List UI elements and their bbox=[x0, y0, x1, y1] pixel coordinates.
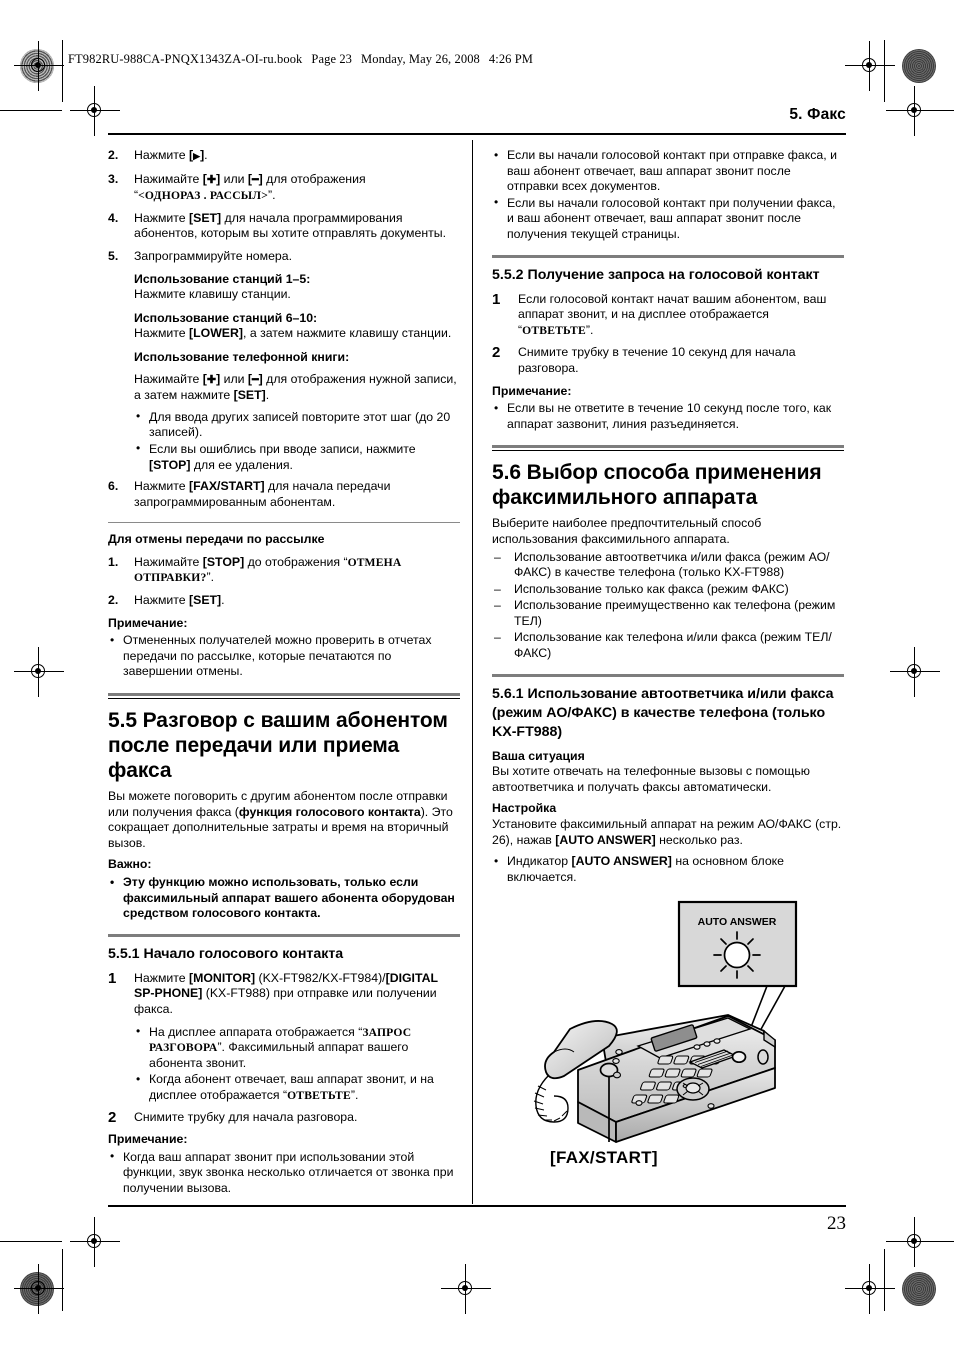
file-stamp-date: Monday, May 26, 2008 bbox=[361, 52, 480, 66]
note-label: Примечание: bbox=[492, 383, 572, 398]
footer-rule bbox=[108, 1205, 846, 1207]
situation-text: Вы хотите отвечать на телефонные вызовы с помощью автоответчика и получать факсы автоматически. bbox=[492, 764, 810, 794]
registration-mark-bottom-right bbox=[853, 1272, 887, 1306]
list-item bbox=[108, 172, 460, 204]
navigator-dial bbox=[677, 1078, 709, 1100]
column-divider bbox=[472, 140, 473, 1204]
step-number: 1 bbox=[108, 969, 117, 987]
step-text: Нажмите [▶]. bbox=[134, 148, 208, 162]
section-separator-minor bbox=[492, 255, 844, 258]
fax-unit bbox=[534, 1015, 775, 1142]
registration-mark-middle-right bbox=[898, 655, 932, 689]
step-text: Нажимайте [STOP] до отображения “ОТМЕНА ОТПРАВКИ?”. bbox=[134, 554, 402, 585]
step-number: 1 bbox=[492, 290, 501, 308]
file-stamp-filename: FT982RU-988CA-PNQX1343ZA-OI-ru.book bbox=[68, 52, 303, 66]
note-bullet-list bbox=[108, 1150, 460, 1197]
step-text: Нажмите [SET]. bbox=[134, 593, 225, 608]
step-text: Нажмите [FAX/START] для начала передачи запрограммированным абонентам. bbox=[134, 479, 391, 509]
registration-mark-top-left bbox=[22, 49, 56, 83]
list-item bbox=[108, 479, 460, 510]
list-item: • На дисплее аппарата отображается “ЗАПРОС РАЗГОВОРА”. Факсимильный аппарат вашего абонента звонит. bbox=[134, 1025, 460, 1072]
crop-line-top-left-horizontal bbox=[0, 110, 62, 111]
registration-mark-corner-top-left bbox=[78, 94, 112, 128]
section-title-5-6: 5.6 Выбор способа применения факсимильного аппарата bbox=[492, 461, 822, 510]
crop-line-left-vertical bbox=[62, 40, 63, 102]
list-item bbox=[108, 555, 460, 586]
list-item: • Для ввода других записей повторите этот шаг (до 20 записей). bbox=[134, 410, 460, 441]
auto-answer-callout-label: AUTO ANSWER bbox=[697, 916, 777, 928]
continued-bullet-list bbox=[492, 148, 844, 243]
list-item: – Использование автоответчика и/или факса (режим АО/ФАКС) в качестве телефона (только KX-FT988) bbox=[492, 550, 844, 581]
list-item bbox=[492, 345, 844, 376]
handset-cord bbox=[534, 1075, 568, 1122]
list-item: – Использование только как факса (режим ФАКС) bbox=[492, 582, 844, 598]
list-item: • Когда абонент отвечает, ваш аппарат звонит, и на дисплее отображается “ОТВЕТЬТЕ”. bbox=[134, 1072, 460, 1103]
important-label: Важно: bbox=[108, 857, 152, 872]
list-item bbox=[108, 148, 460, 165]
group-heading: Использование телефонной книги: bbox=[134, 349, 350, 364]
right-column bbox=[492, 148, 844, 891]
step-number: 2. bbox=[108, 148, 119, 162]
running-head: 5. Факс bbox=[789, 106, 846, 123]
section-separator-minor bbox=[108, 934, 460, 937]
auto-answer-callout-box bbox=[679, 902, 796, 986]
setup-label: Настройка bbox=[492, 801, 557, 816]
step-number: 6. bbox=[108, 479, 119, 494]
file-stamp-page: Page 23 bbox=[311, 52, 353, 66]
list-item: • Отмененных получателей можно проверить в отчетах передачи по рассылке, которые печатаются по завершении отмены. bbox=[108, 633, 460, 680]
page-number: 23 bbox=[827, 1213, 846, 1234]
list-item bbox=[108, 211, 460, 242]
step-number: 2. bbox=[108, 593, 119, 608]
crop-line-bottom-right-horizontal bbox=[886, 1241, 954, 1242]
step-text: Снимите трубку для начала разговора. bbox=[134, 1109, 358, 1124]
list-item: • Если вы начали голосовой контакт при отправке факса, и ваш абонент отвечает, ваш аппарат звонит после отправки всех документов. bbox=[492, 148, 844, 195]
list-item bbox=[108, 1110, 460, 1126]
list-item: – Использование преимущественно как телефона (режим ТЕЛ) bbox=[492, 598, 844, 629]
section-title-5-5-1: 5.5.1 Начало голосового контакта bbox=[108, 945, 344, 962]
list-item: • Если вы начали голосовой контакт при получении факса, и ваш абонент отвечает, ваш аппарат звонит после получения текущей страницы. bbox=[492, 196, 844, 243]
group-body: Нажмите клавишу станции. bbox=[134, 287, 291, 302]
section-title-5-5: 5.5 Разговор с вашим абонентом после передачи или приема факса bbox=[108, 709, 448, 783]
list-item bbox=[492, 292, 844, 339]
header-rule bbox=[108, 133, 846, 135]
list-item: • Индикатор [AUTO ANSWER] на основном блоке включается. bbox=[492, 854, 844, 885]
left-column bbox=[108, 148, 460, 1203]
crop-line-top-right-horizontal bbox=[886, 110, 954, 111]
group-heading: Использование станций 1–5: bbox=[134, 271, 311, 286]
crop-line-bottom-left-vertical bbox=[62, 1249, 63, 1311]
registration-mark-bottom-left bbox=[22, 1272, 56, 1306]
list-item bbox=[108, 249, 460, 265]
list-item: • Если вы ошиблись при вводе записи, нажмите [STOP] для ее удаления. bbox=[134, 442, 460, 473]
note-bullet-list bbox=[108, 633, 460, 680]
setup-text: Установите факсимильный аппарат на режим АО/ФАКС (стр. 26), нажав [AUTO ANSWER] несколько раз. bbox=[492, 817, 842, 847]
group-heading: Использование станций 6–10: bbox=[134, 310, 318, 325]
group-body: Нажмите [LOWER], а затем нажмите клавишу станции. bbox=[134, 326, 452, 341]
usage-mode-list bbox=[492, 550, 844, 662]
crop-line-right-vertical bbox=[884, 40, 885, 102]
print-density-blob-top-right bbox=[902, 49, 936, 83]
step5-bullet-list bbox=[134, 410, 460, 473]
step-number: 3. bbox=[108, 171, 119, 186]
fax-start-pointer-label: [FAX/START] bbox=[550, 1148, 658, 1167]
step-text: Запрограммируйте номера. bbox=[134, 248, 293, 263]
step-number: 1. bbox=[108, 554, 119, 569]
fax-machine-illustration bbox=[492, 890, 852, 1195]
cancel-heading: Для отмены передачи по рассылке bbox=[108, 532, 325, 547]
registration-mark-middle-left bbox=[22, 655, 56, 689]
list-item bbox=[108, 971, 460, 1018]
step-text: Нажмите [MONITOR] (KX-FT982/KX-FT984)/[DIGITAL SP-PHONE] (KX-FT988) при отправке или получении факса. bbox=[134, 970, 438, 1016]
section-separator-minor bbox=[492, 674, 844, 677]
list-item bbox=[108, 593, 460, 609]
section-separator-major bbox=[492, 445, 844, 451]
step5-detail-block bbox=[134, 272, 460, 474]
step-text: Если голосовой контакт начат вашим абонентом, ваш аппарат звонит, и на дисплее отображается “ОТВЕТЬТЕ”. bbox=[518, 291, 827, 337]
note-bullet-list bbox=[492, 401, 844, 432]
section-separator-thin bbox=[108, 522, 460, 523]
section-title-5-6-1: 5.6.1 Использование автоответчика и/или факса (режим АО/ФАКС) в качестве телефона (только KX-FT988) bbox=[492, 685, 834, 740]
setup-bullet-list bbox=[492, 854, 844, 885]
crop-line-bottom-right-vertical bbox=[884, 1249, 885, 1311]
step-number: 5. bbox=[108, 248, 119, 263]
registration-mark-bottom-center bbox=[449, 1272, 483, 1306]
section-title-5-5-2: 5.5.2 Получение запроса на голосовой контакт bbox=[492, 266, 820, 283]
auto-answer-led bbox=[733, 1052, 746, 1062]
section-5-6-intro: Выберите наиболее предпочтительный способ использования факсимильного аппарата. bbox=[492, 516, 762, 546]
list-item: • Когда ваш аппарат звонит при использовании этой функции, звук звонка несколько отличается от звонка при получении вызова. bbox=[108, 1150, 460, 1197]
indicator-lamp-icon bbox=[714, 932, 760, 978]
list-item: • Если вы не ответите в течение 10 секунд после того, как аппарат зазвонит, линия разъединяется. bbox=[492, 401, 844, 432]
intro-bold-term: функция голосового контакта bbox=[238, 804, 421, 819]
side-knob bbox=[758, 1050, 768, 1064]
book-file-stamp bbox=[68, 52, 542, 67]
registration-mark-corner-bottom-left bbox=[78, 1225, 112, 1259]
step-number: 2 bbox=[492, 344, 501, 362]
step-text: Нажимайте [✚] или [━] для отображения “<ОДНОРАЗ . РАССЫЛ>”. bbox=[134, 171, 366, 203]
section-5-5-intro bbox=[108, 789, 460, 851]
list-item: – Использование как телефона и/или факса (режим ТЕЛ/ФАКС) bbox=[492, 630, 844, 661]
note-label: Примечание: bbox=[108, 615, 188, 630]
list-item: • Эту функцию можно использовать, только если факсимильный аппарат вашего абонента оборудован средством голосового контакта. bbox=[108, 875, 460, 922]
step-text: Нажмите [SET] для начала программирования абонентов, которым вы хотите отправлять документы. bbox=[134, 210, 447, 241]
section-separator-major bbox=[108, 693, 460, 699]
group-body: Нажимайте [✚] или [━] для отображения нужной записи, а затем нажмите [SET]. bbox=[134, 371, 457, 403]
important-bullet-list bbox=[108, 875, 460, 922]
step-text: Снимите трубку в течение 10 секунд для начала разговора. bbox=[518, 345, 796, 375]
step-number: 2 bbox=[108, 1108, 117, 1126]
registration-mark-top-right bbox=[853, 49, 887, 83]
intro-part-2: ). Это сокращает дополнительные затраты и время на вторичный вызов. bbox=[108, 804, 453, 850]
step1-bullet-list bbox=[134, 1025, 460, 1104]
step-number: 4. bbox=[108, 210, 119, 225]
print-density-blob-bottom-right bbox=[902, 1272, 936, 1306]
file-stamp-time: 4:26 PM bbox=[488, 52, 534, 66]
crop-line-bottom-left-horizontal bbox=[0, 1241, 62, 1242]
situation-label: Ваша ситуация bbox=[492, 748, 585, 763]
intro-part-1: Вы можете поговорить с другим абонентом после отправки или получения факса ( bbox=[108, 789, 448, 819]
note-label: Примечание: bbox=[108, 1132, 188, 1147]
